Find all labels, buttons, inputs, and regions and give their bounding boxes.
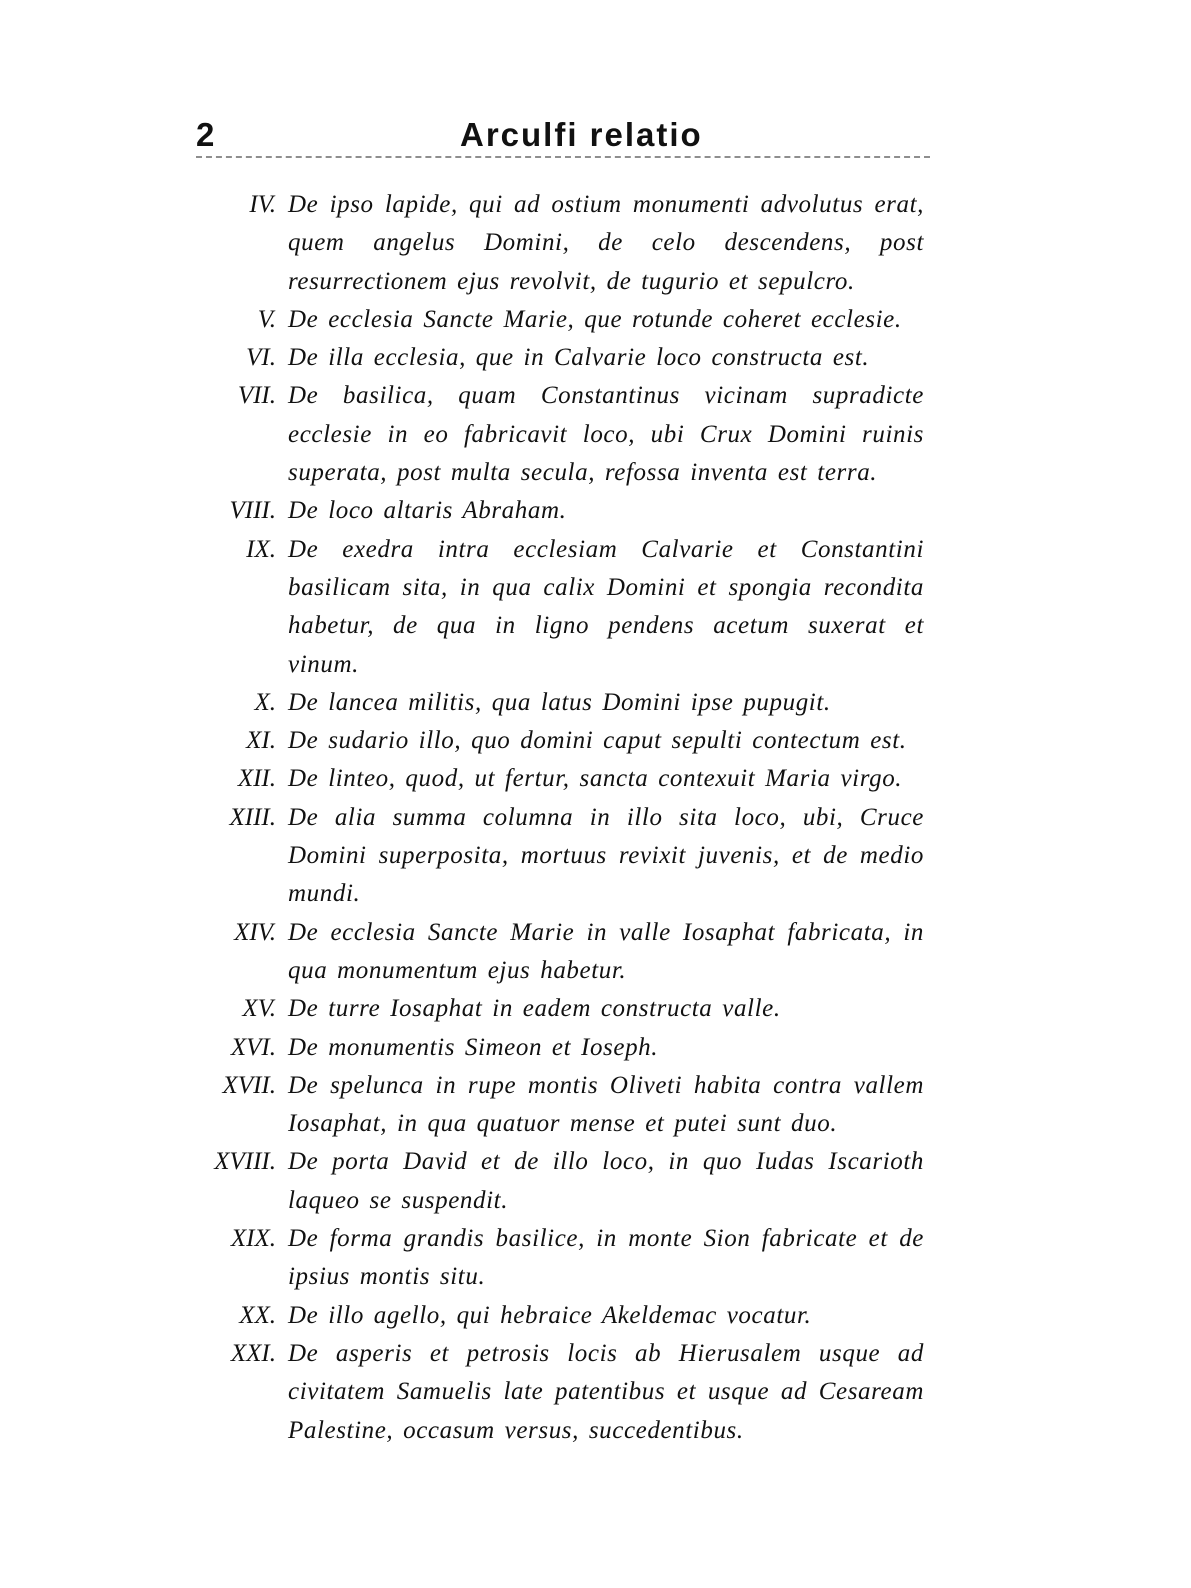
- chapter-entry: [196, 339, 936, 377]
- running-title: Arculfi relatio: [460, 116, 703, 153]
- chapter-entry: [196, 186, 936, 301]
- chapter-entry: [196, 1297, 936, 1335]
- chapter-text: De sudario illo, quo domini caput sepulti contectum est.: [288, 727, 907, 755]
- chapter-text: De loco altaris Abraham.: [288, 497, 567, 525]
- chapter-text: De linteo, quod, ut fertur, sancta contexuit Maria virgo.: [288, 765, 903, 793]
- chapter-numeral: XVI.: [230, 1033, 276, 1061]
- chapter-numeral: V.: [257, 305, 276, 333]
- chapter-numeral: IV.: [249, 191, 276, 218]
- chapter-entry: [196, 722, 936, 760]
- chapter-text: De spelunca in rupe montis Oliveti habita contra vallem Iosaphat, in qua quatuor mense et putei sunt duo.: [288, 1071, 924, 1138]
- chapter-numeral: VII.: [237, 382, 276, 410]
- chapter-text: De illo agello, qui hebraice Akeldemac vocatur.: [288, 1301, 812, 1329]
- chapter-text: De asperis et petrosis locis ab Hierusalem usque ad civitatem Samuelis late patentibus et usque ad Cesaream Palestine, occasum versus, succedentibus.: [288, 1339, 924, 1444]
- chapter-text: De monumentis Simeon et Ioseph.: [288, 1033, 659, 1061]
- chapter-numeral: XIII.: [229, 803, 276, 831]
- chapter-entry: [196, 531, 936, 684]
- chapter-text: De exedra intra ecclesiam Calvarie et Constantini basilicam sita, in qua calix Domini et spongia recondita habetur, de qua in ligno pendens acetum suxerat et vinum.: [288, 535, 924, 678]
- chapter-entry: [196, 1067, 936, 1144]
- chapter-entry: [196, 1220, 936, 1297]
- chapter-text: De ecclesia Sancte Marie in valle Iosaphat fabricata, in qua monumentum ejus habetur.: [288, 918, 924, 984]
- chapter-entry: [196, 914, 936, 991]
- chapter-numeral: XVII.: [222, 1071, 276, 1099]
- chapter-entry: [196, 377, 936, 492]
- chapter-entry: [196, 684, 936, 722]
- header-rule: [196, 156, 930, 158]
- chapter-text: De alia summa columna in illo sita loco, ubi, Cruce Domini superposita, mortuus revixit juvenis, et de medio mundi.: [288, 803, 924, 908]
- chapter-entry: [196, 799, 936, 914]
- chapter-text: De porta David et de illo loco, in quo Iudas Iscarioth laqueo se suspendit.: [288, 1148, 924, 1214]
- chapter-entry: [196, 1029, 936, 1067]
- chapter-numeral: XII.: [237, 765, 276, 793]
- chapter-numeral: XI.: [246, 727, 276, 755]
- chapter-numeral: XXI.: [230, 1339, 276, 1367]
- chapter-numeral: XIX.: [230, 1225, 276, 1253]
- chapter-numeral: XX.: [239, 1301, 276, 1329]
- chapter-text: De basilica, quam Constantinus vicinam supradicte ecclesie in eo fabricavit loco, ubi Crux Domini ruinis superata, post multa secula, refossa inventa est terra.: [288, 382, 924, 487]
- chapter-entry: [196, 492, 936, 530]
- chapter-text: De ecclesia Sancte Marie, que rotunde coheret ecclesie.: [288, 305, 902, 333]
- chapter-text: De forma grandis basilice, in monte Sion fabricate et de ipsius montis situ.: [288, 1225, 924, 1291]
- chapter-numeral: IX.: [246, 535, 276, 563]
- chapter-numeral: VIII.: [229, 497, 276, 525]
- page-number: 2: [196, 116, 216, 153]
- chapter-numeral: VI.: [246, 344, 276, 372]
- chapter-text: De lancea militis, qua latus Domini ipse pupugit.: [288, 688, 831, 716]
- chapter-numeral: XV.: [242, 995, 276, 1023]
- chapter-entry: [196, 990, 936, 1028]
- chapter-text: De illa ecclesia, que in Calvarie loco constructa est.: [288, 344, 870, 372]
- chapter-entry: [196, 760, 936, 798]
- chapter-text: De ipso lapide, qui ad ostium monumenti advolutus erat, quem angelus Domini, de celo descendens, post resurrectionem ejus revolvit, de tugurio et sepulcro.: [288, 191, 924, 295]
- chapter-entry: [196, 1143, 936, 1220]
- page-header: [196, 116, 930, 160]
- chapter-numeral: XVIII.: [214, 1148, 276, 1176]
- chapter-numeral: X.: [254, 688, 276, 716]
- chapter-list: [196, 186, 936, 1450]
- chapter-entry: [196, 1335, 936, 1450]
- chapter-text: De turre Iosaphat in eadem constructa valle.: [288, 995, 781, 1023]
- chapter-numeral: XIV.: [234, 918, 276, 946]
- chapter-entry: [196, 301, 936, 339]
